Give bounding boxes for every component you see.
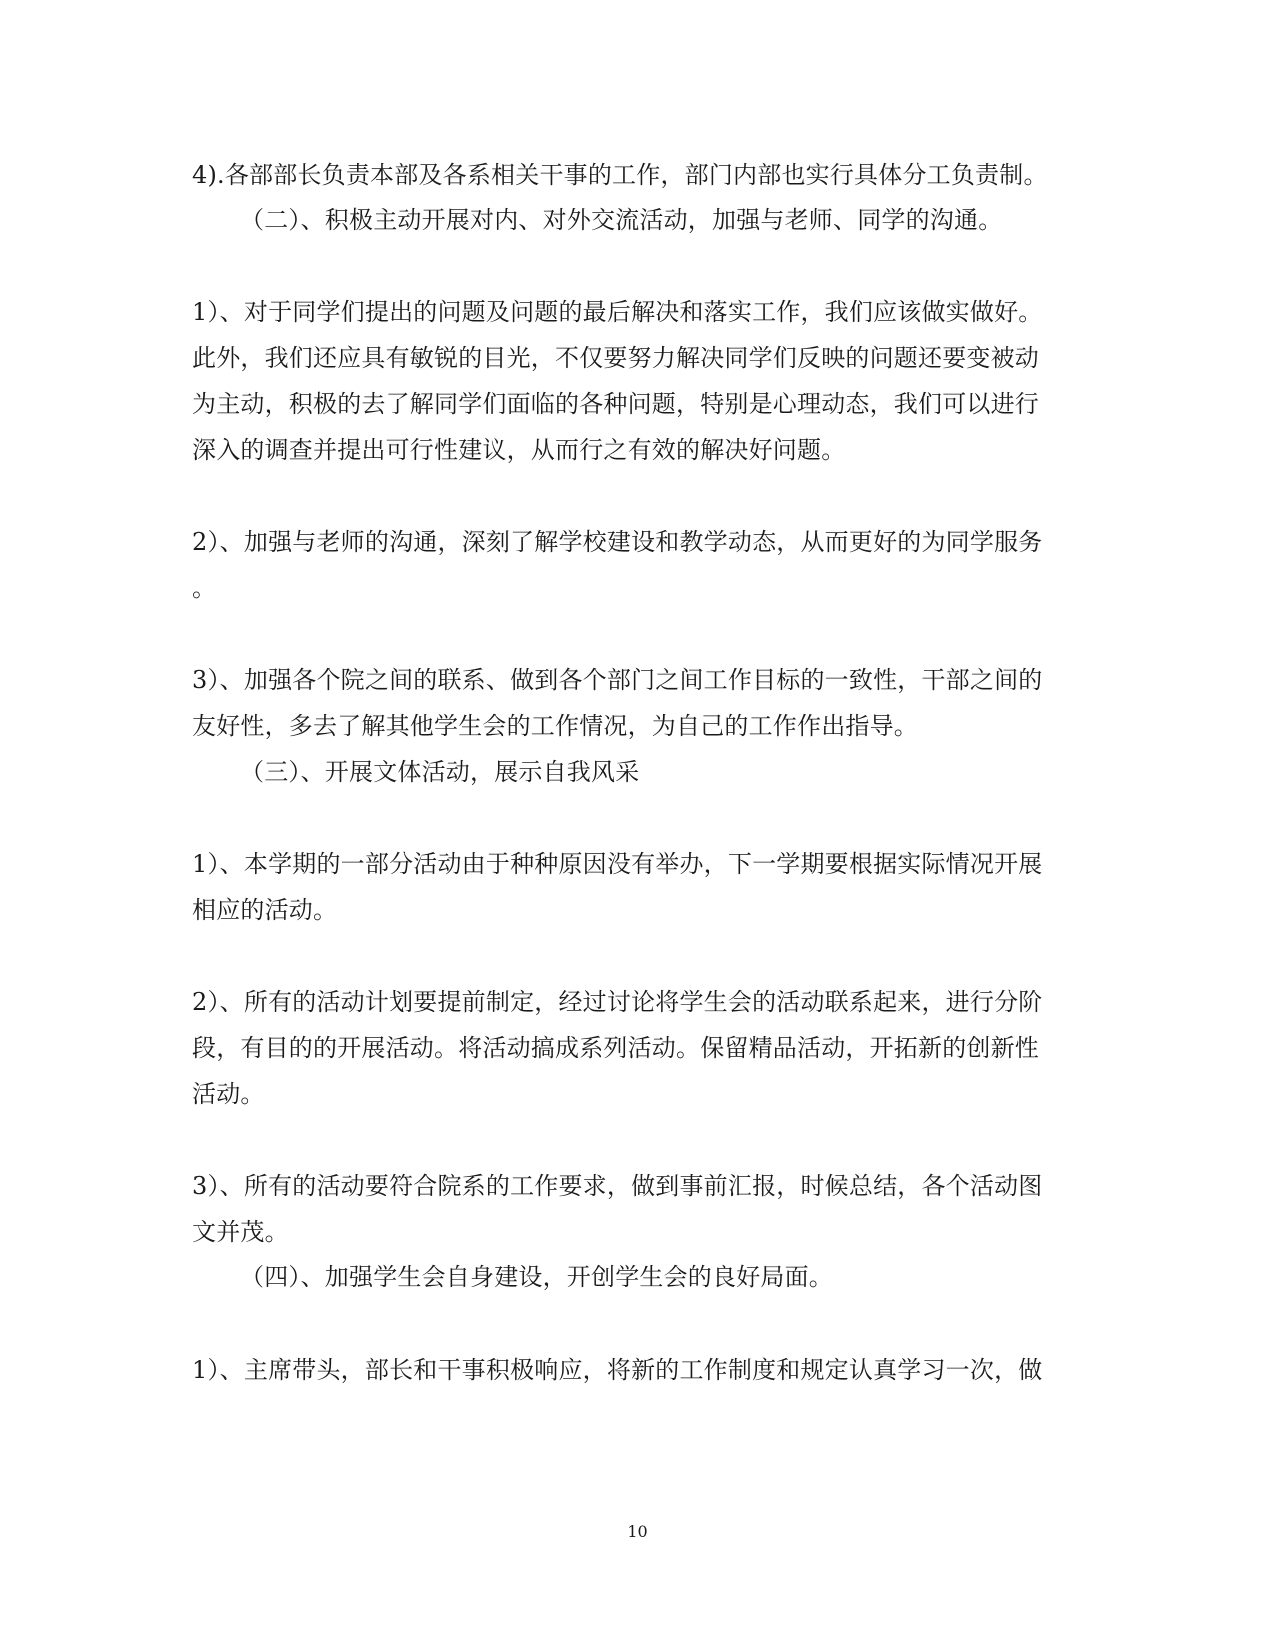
paragraph-line: 段，有目的的开展活动。将活动搞成系列活动。保留精品活动，开拓新的创新性 (192, 1034, 1039, 1062)
paragraph-line: 此外，我们还应具有敏锐的目光，不仅要努力解决同学们反映的问题还要变被动 (192, 344, 1039, 372)
paragraph-line: 深入的调查并提出可行性建议，从而行之有效的解决好问题。 (192, 436, 846, 464)
page-number: 10 (627, 1522, 648, 1541)
section-heading: （三）、开展文体活动，展示自我风采 (240, 758, 640, 786)
paragraph-line: 2）、加强与老师的沟通，深刻了解学校建设和教学动态，从而更好的为同学服务 (192, 528, 1043, 556)
paragraph-line: 1）、对于同学们提出的问题及问题的最后解决和落实工作，我们应该做实做好。 (192, 298, 1043, 326)
paragraph-line: 友好性，多去了解其他学生会的工作情况，为自己的工作作出指导。 (192, 712, 918, 740)
paragraph-line: 为主动，积极的去了解同学们面临的各种问题，特别是心理动态，我们可以进行 (192, 390, 1039, 418)
paragraph-line: 2）、所有的活动计划要提前制定，经过讨论将学生会的活动联系起来，进行分阶 (192, 988, 1043, 1016)
paragraph-line: 1）、主席带头，部长和干事积极响应，将新的工作制度和规定认真学习一次，做 (192, 1356, 1043, 1384)
paragraph-line: 文并茂。 (192, 1218, 289, 1246)
paragraph-line: 相应的活动。 (192, 896, 338, 924)
section-heading: （四）、加强学生会自身建设，开创学生会的良好局面。 (240, 1263, 833, 1291)
paragraph-line: 3）、加强各个院之间的联系、做到各个部门之间工作目标的一致性，干部之间的 (192, 666, 1043, 694)
paragraph-line: 活动。 (192, 1080, 265, 1108)
paragraph-line: 。 (192, 574, 217, 602)
paragraph-line: 3）、所有的活动要符合院系的工作要求，做到事前汇报，时候总结，各个活动图 (192, 1172, 1043, 1200)
paragraph-line: 4).各部部长负责本部及各系相关干事的工作，部门内部也实行具体分工负责制。 (192, 161, 1048, 189)
paragraph-line: 1）、本学期的一部分活动由于种种原因没有举办，下一学期要根据实际情况开展 (192, 850, 1043, 878)
section-heading: （二）、积极主动开展对内、对外交流活动，加强与老师、同学的沟通。 (240, 206, 1003, 234)
